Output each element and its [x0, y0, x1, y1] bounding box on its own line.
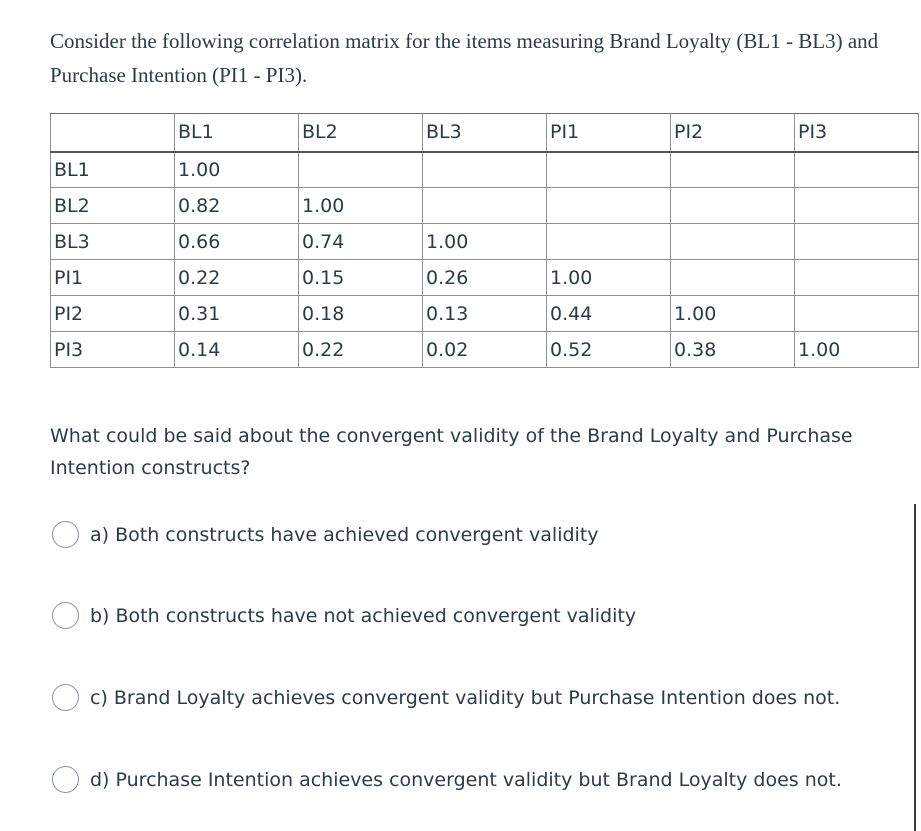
- matrix-cell: 0.22: [175, 260, 299, 296]
- matrix-header-cell: PI2: [671, 114, 795, 152]
- option-label: b) Both constructs have not achieved convergent validity: [90, 604, 637, 627]
- matrix-cell: [795, 188, 919, 224]
- matrix-cell: 0.15: [299, 260, 423, 296]
- option-c[interactable]: [52, 684, 840, 711]
- matrix-cell: [671, 188, 795, 224]
- radio-button-icon[interactable]: [52, 521, 79, 548]
- matrix-cell: 0.26: [423, 260, 547, 296]
- matrix-cell: [547, 188, 671, 224]
- matrix-cell: [671, 224, 795, 260]
- matrix-cell: 0.38: [671, 332, 795, 368]
- matrix-cell: [795, 224, 919, 260]
- matrix-cell: 0.13: [423, 296, 547, 332]
- radio-button-icon[interactable]: [52, 602, 79, 629]
- matrix-cell: [423, 152, 547, 188]
- matrix-cell: 0.66: [175, 224, 299, 260]
- matrix-cell: [795, 152, 919, 188]
- matrix-row-label: BL2: [51, 188, 175, 224]
- question-intro: Consider the following correlation matrix for the items measuring Brand Loyalty (BL1 - BL3) and Purchase Intention (PI1 - PI3).: [50, 29, 879, 87]
- matrix-cell: [671, 152, 795, 188]
- matrix-header-cell: PI1: [547, 114, 671, 152]
- matrix-row-label: BL3: [51, 224, 175, 260]
- question-prompt: What could be said about the convergent validity of the Brand Loyalty and Purchase Intention constructs?: [50, 425, 853, 479]
- radio-button-icon[interactable]: [52, 684, 79, 711]
- matrix-cell: 1.00: [423, 224, 547, 260]
- matrix-cell: 0.22: [299, 332, 423, 368]
- matrix-cell: 1.00: [175, 152, 299, 188]
- matrix-cell: 1.00: [299, 188, 423, 224]
- matrix-cell: [795, 296, 919, 332]
- matrix-header-row: [51, 114, 919, 152]
- matrix-cell: 0.74: [299, 224, 423, 260]
- content-divider: [914, 504, 916, 831]
- matrix-row: [51, 152, 919, 188]
- option-a[interactable]: [52, 521, 599, 548]
- matrix-cell: [795, 260, 919, 296]
- matrix-row-label: PI3: [51, 332, 175, 368]
- matrix-row: [51, 224, 919, 260]
- option-label: a) Both constructs have achieved convergent validity: [90, 523, 599, 546]
- matrix-header-cell: PI3: [795, 114, 919, 152]
- matrix-row: [51, 296, 919, 332]
- radio-button-icon[interactable]: [52, 766, 79, 793]
- matrix-cell: 1.00: [671, 296, 795, 332]
- matrix-cell: 0.18: [299, 296, 423, 332]
- option-label: c) Brand Loyalty achieves convergent validity but Purchase Intention does not.: [90, 686, 841, 709]
- matrix-header-corner: [51, 114, 175, 152]
- matrix-cell: [547, 224, 671, 260]
- matrix-cell: [671, 260, 795, 296]
- matrix-row: [51, 260, 919, 296]
- matrix-row: [51, 188, 919, 224]
- option-b[interactable]: [52, 602, 636, 629]
- matrix-header-cell: BL1: [175, 114, 299, 152]
- matrix-cell: 0.52: [547, 332, 671, 368]
- matrix-row: [51, 332, 919, 368]
- matrix-cell: 0.02: [423, 332, 547, 368]
- correlation-matrix: [50, 113, 919, 368]
- matrix-cell: [299, 152, 423, 188]
- matrix-cell: 1.00: [547, 260, 671, 296]
- matrix-cell: 0.14: [175, 332, 299, 368]
- matrix-cell: 0.31: [175, 296, 299, 332]
- matrix-row-label: PI2: [51, 296, 175, 332]
- matrix-cell: [547, 152, 671, 188]
- matrix-cell: [423, 188, 547, 224]
- matrix-cell: 0.82: [175, 188, 299, 224]
- matrix-row-label: BL1: [51, 152, 175, 188]
- matrix-header-cell: BL3: [423, 114, 547, 152]
- matrix-cell: 1.00: [795, 332, 919, 368]
- matrix-cell: 0.44: [547, 296, 671, 332]
- option-d[interactable]: [52, 766, 842, 793]
- matrix-row-label: PI1: [51, 260, 175, 296]
- option-label: d) Purchase Intention achieves convergent validity but Brand Loyalty does not.: [90, 768, 842, 791]
- matrix-header-cell: BL2: [299, 114, 423, 152]
